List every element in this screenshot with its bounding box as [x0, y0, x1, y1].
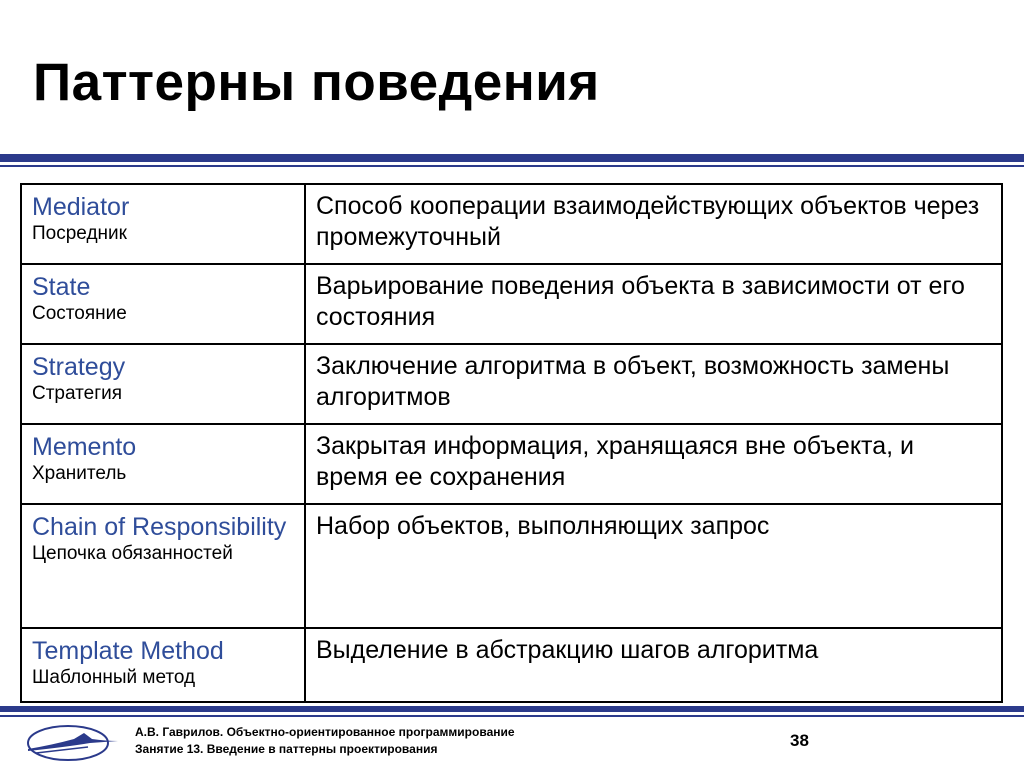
pattern-translation: Цепочка обязанностей — [32, 543, 233, 564]
pattern-name-cell — [21, 628, 305, 702]
pattern-name-cell — [21, 344, 305, 424]
footer-lesson: Занятие 13. Введение в паттерны проектирования — [135, 742, 438, 756]
table-row — [21, 504, 1002, 628]
header-divider-thin — [0, 165, 1024, 167]
pattern-description-cell — [305, 628, 1002, 702]
pattern-description-cell — [305, 504, 1002, 628]
pattern-translation: Посредник — [32, 223, 127, 244]
footer-author-course: А.В. Гаврилов. Объектно-ориентированное программирование — [135, 725, 515, 739]
table-row — [21, 424, 1002, 504]
pattern-description: Заключение алгоритма в объект, возможность замены алгоритмов — [316, 352, 950, 411]
patterns-table — [20, 183, 1003, 703]
pattern-name-cell — [21, 184, 305, 264]
pattern-name: Chain of Responsibility — [32, 513, 287, 541]
pattern-name-cell — [21, 424, 305, 504]
pattern-translation: Шаблонный метод — [32, 667, 196, 688]
pattern-name: State — [32, 273, 91, 301]
table-row — [21, 628, 1002, 702]
pattern-description: Варьирование поведения объекта в зависимости от его состояния — [316, 272, 965, 331]
pattern-description: Выделение в абстракцию шагов алгоритма — [316, 636, 819, 664]
footer-divider — [0, 706, 1024, 712]
pattern-description: Способ кооперации взаимодействующих объектов через промежуточный — [316, 192, 980, 251]
pattern-description: Набор объектов, выполняющих запрос — [316, 512, 770, 540]
pattern-description-cell — [305, 344, 1002, 424]
table-row — [21, 344, 1002, 424]
pattern-translation: Состояние — [32, 303, 127, 324]
header-divider — [0, 154, 1024, 162]
pattern-name: Strategy — [32, 353, 126, 381]
pattern-name: Mediator — [32, 193, 130, 221]
pattern-name: Template Method — [32, 637, 224, 665]
pattern-translation: Стратегия — [32, 383, 123, 404]
pattern-description-cell — [305, 424, 1002, 504]
page-title: Паттерны поведения — [33, 53, 600, 112]
footer-divider-thin — [0, 715, 1024, 717]
pattern-name: Memento — [32, 433, 137, 461]
pattern-description-cell — [305, 184, 1002, 264]
pattern-description-cell — [305, 264, 1002, 344]
page-number: 38 — [790, 731, 809, 750]
pattern-description: Закрытая информация, хранящаяся вне объекта, и время ее сохранения — [316, 432, 914, 491]
table-row — [21, 264, 1002, 344]
table-row — [21, 184, 1002, 264]
pattern-translation: Хранитель — [32, 463, 127, 484]
pattern-name-cell — [21, 504, 305, 628]
pattern-name-cell — [21, 264, 305, 344]
university-logo-icon — [22, 719, 122, 765]
